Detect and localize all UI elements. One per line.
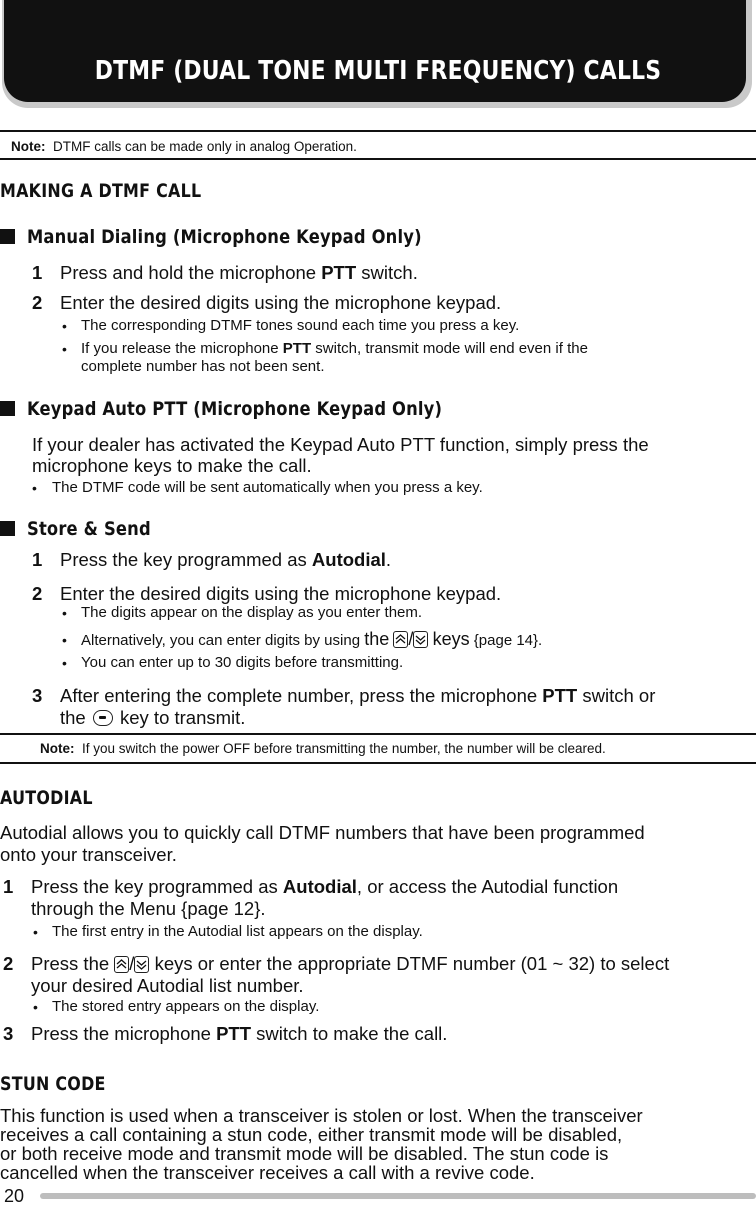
bullet-text-continued: complete number has not been sent. bbox=[81, 358, 325, 375]
step-text: Enter the desired digits using the microphone keypad. bbox=[60, 583, 502, 604]
step-number: 1 bbox=[3, 876, 14, 897]
bullet-dot: • bbox=[32, 480, 37, 496]
header-banner bbox=[0, 0, 756, 110]
bullet-dot: • bbox=[33, 924, 38, 940]
paragraph-line: If your dealer has activated the Keypad Auto PTT function, simply press the bbox=[32, 434, 649, 455]
step-text: Enter the desired digits using the microphone keypad. bbox=[60, 292, 502, 313]
step-text: Press the / keys or enter the appropriate DTMF number (01 ~ 32) to select bbox=[31, 953, 670, 974]
scroll-up-key-icon bbox=[114, 956, 129, 973]
step-text: Press the key programmed as Autodial. bbox=[60, 549, 392, 570]
scroll-down-key-icon bbox=[413, 631, 428, 648]
section-heading-autodial: AUTODIAL bbox=[0, 788, 93, 809]
step-number: 1 bbox=[32, 549, 43, 570]
bullet-text: The corresponding DTMF tones sound each time you press a key. bbox=[81, 317, 520, 334]
step-number: 3 bbox=[3, 1023, 14, 1044]
section-heading-making-dtmf-call: MAKING A DTMF CALL bbox=[0, 181, 202, 202]
paragraph-line: or both receive mode and transmit mode will be disabled. The stun code is bbox=[0, 1143, 609, 1164]
bullet-text: Alternatively, you can enter digits by using the / keys {page 14}. bbox=[81, 629, 543, 649]
square-bullet-icon bbox=[0, 229, 15, 244]
banner-box bbox=[4, 0, 746, 102]
bullet-text: The digits appear on the display as you enter them. bbox=[81, 604, 423, 621]
note-label: Note: bbox=[11, 139, 46, 154]
paragraph-line: cancelled when the transceiver receives a call with a revive code. bbox=[0, 1162, 535, 1183]
bullet-dot: • bbox=[62, 632, 67, 648]
store-send-note bbox=[0, 733, 756, 764]
subheading-keypad-auto-ptt: Keypad Auto PTT (Microphone Keypad Only) bbox=[0, 398, 510, 420]
bullet-dot: • bbox=[62, 605, 67, 621]
note-label: Note: bbox=[40, 741, 75, 756]
footer-rule bbox=[40, 1193, 756, 1199]
step-text-continued: your desired Autodial list number. bbox=[31, 975, 304, 996]
paragraph-line: Autodial allows you to quickly call DTMF numbers that have been programmed bbox=[0, 822, 645, 843]
section-heading-stun-code: STUN CODE bbox=[0, 1074, 106, 1095]
page-title: DTMF (DUAL TONE MULTI FREQUENCY) CALLS bbox=[94, 56, 662, 86]
step-text: After entering the complete number, press the microphone PTT switch or bbox=[60, 685, 656, 706]
bullet-dot: • bbox=[62, 341, 67, 357]
bullet-text: The first entry in the Autodial list appears on the display. bbox=[52, 923, 423, 940]
ok-key-icon bbox=[93, 710, 113, 726]
step-number: 3 bbox=[32, 685, 43, 706]
bullet-dot: • bbox=[62, 318, 67, 334]
page-number: 20 bbox=[4, 1186, 25, 1206]
step-text: Press the microphone PTT switch to make the call. bbox=[31, 1023, 448, 1044]
scroll-up-key-icon bbox=[393, 631, 408, 648]
note-text: If you switch the power OFF before transmitting the number, the number will be cleared. bbox=[82, 741, 606, 756]
bullet-dot: • bbox=[33, 999, 38, 1015]
bullet-text: The DTMF code will be sent automatically when you press a key. bbox=[52, 479, 483, 496]
analog-note bbox=[0, 130, 756, 160]
subheading-store-send: Store & Send bbox=[0, 518, 171, 540]
square-bullet-icon bbox=[0, 401, 15, 416]
step-number: 2 bbox=[32, 292, 43, 313]
paragraph-line: onto your transceiver. bbox=[0, 844, 177, 865]
step-number: 2 bbox=[32, 583, 43, 604]
step-text-continued: the key to transmit. bbox=[60, 707, 246, 728]
step-text: Press the key programmed as Autodial, or access the Autodial function bbox=[31, 876, 619, 897]
square-bullet-icon bbox=[0, 521, 15, 536]
bullet-text: The stored entry appears on the display. bbox=[52, 998, 320, 1015]
bullet-text: You can enter up to 30 digits before transmitting. bbox=[81, 654, 404, 671]
step-text-continued: through the Menu {page 12}. bbox=[31, 898, 266, 919]
step-number: 2 bbox=[3, 953, 14, 974]
step-number: 1 bbox=[32, 262, 43, 283]
step-text: Press and hold the microphone PTT switch. bbox=[60, 262, 418, 283]
bullet-dot: • bbox=[62, 655, 67, 671]
note-text: DTMF calls can be made only in analog Operation. bbox=[53, 139, 357, 154]
scroll-down-key-icon bbox=[134, 956, 149, 973]
paragraph-line: receives a call containing a stun code, either transmit mode will be disabled, bbox=[0, 1124, 623, 1145]
bullet-text: If you release the microphone PTT switch, transmit mode will end even if the bbox=[81, 340, 588, 357]
paragraph-line: microphone keys to make the call. bbox=[32, 455, 312, 476]
subheading-manual-dialing: Manual Dialing (Microphone Keypad Only) bbox=[0, 226, 486, 248]
paragraph-line: This function is used when a transceiver is stolen or lost. When the transceiver bbox=[0, 1105, 643, 1126]
